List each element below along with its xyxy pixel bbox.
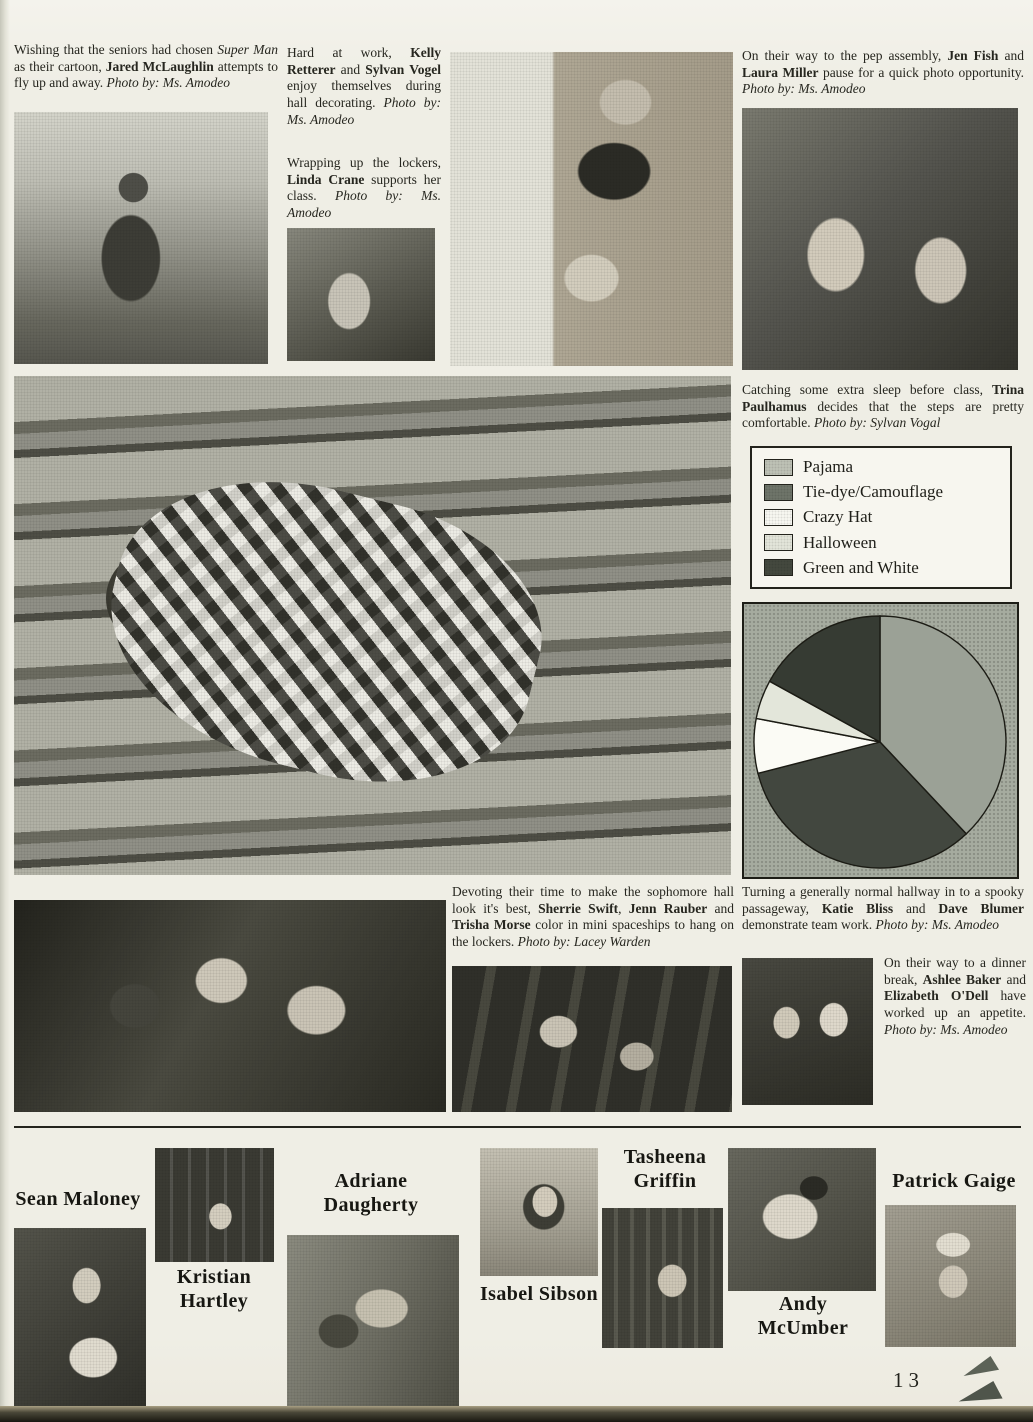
caption-linda-crane <box>287 155 441 222</box>
portrait-name-adriane-daugherty: Adriane Daugherty <box>323 1170 419 1216</box>
photo-trina-sleeping-on-steps <box>14 376 731 875</box>
legend-swatch-pajama <box>764 459 793 476</box>
legend-item-green-and-white <box>764 558 1010 578</box>
photo-isabel-sibson <box>480 1148 598 1276</box>
portrait-name-isabel-sibson: Isabel Sibson <box>479 1283 599 1305</box>
caption-segment: Devoting their time to make the sophomore hall look it's best, <box>452 884 734 916</box>
photo-adriane-daugherty <box>287 1235 459 1410</box>
caption-segment: Jen Fish <box>947 48 999 63</box>
caption-segment: Photo by: Ms. Amodeo <box>884 1021 1008 1037</box>
caption-segment: Photo by: Ms. Amodeo <box>287 188 442 221</box>
photo-andy-mcumber <box>728 1148 876 1291</box>
caption-ashlee-elizabeth <box>884 955 1026 1039</box>
legend-item-tie-dye <box>764 482 1010 502</box>
caption-sherrie-jenn-trisha <box>452 884 734 951</box>
arrow-decoration-icon <box>961 1355 999 1376</box>
caption-segment: Elizabeth O'Dell <box>884 988 989 1004</box>
photo-girls-coloring-spaceships <box>14 900 446 1112</box>
legend-label: Green and White <box>803 557 919 577</box>
caption-segment: Photo by: Ms. Amodeo <box>287 95 441 127</box>
photo-patrick-gaige <box>885 1205 1016 1347</box>
caption-segment: Laura Miller <box>742 64 819 80</box>
caption-segment: and <box>893 900 939 916</box>
caption-segment: Photo by: Ms. Amodeo <box>875 917 999 933</box>
caption-katie-bliss-dave-blumer <box>742 884 1024 934</box>
caption-segment: On their way to a dinner break, <box>884 955 1026 987</box>
legend-swatch-tie-dye <box>764 484 793 501</box>
page-number: 13 <box>893 1368 924 1392</box>
caption-segment: decides that the steps are pretty comfortable. <box>742 398 1024 431</box>
photo-kristian-hartley <box>155 1148 274 1262</box>
photo-kelly-sylvan-hall-decorating <box>450 52 733 366</box>
caption-segment: Sherrie Swift <box>538 900 619 916</box>
caption-segment: Jenn Rauber <box>628 900 708 916</box>
photo-tasheena-griffin <box>602 1208 723 1348</box>
legend-item-halloween <box>764 533 1010 553</box>
spirit-week-pie-chart <box>742 602 1019 879</box>
legend-label: Halloween <box>803 532 877 552</box>
photo-jared-flying-hallway <box>14 112 268 364</box>
legend-swatch-green-and-white <box>764 559 793 576</box>
caption-segment: demonstrate team work. <box>742 917 876 933</box>
caption-jen-fish-laura-miller <box>742 48 1024 98</box>
portrait-name-patrick-gaige: Patrick Gaige <box>892 1170 1016 1192</box>
photo-sean-maloney <box>14 1228 146 1408</box>
caption-segment: supports her class. <box>287 171 441 204</box>
portrait-name-sean-maloney: Sean Maloney <box>15 1188 141 1210</box>
legend-item-pajama <box>764 457 1010 477</box>
legend-label: Pajama <box>803 457 854 477</box>
portrait-name-tasheena-griffin: Tasheena Griffin <box>623 1146 707 1192</box>
caption-segment: enjoy themselves during hall decorating. <box>287 78 441 111</box>
legend-label: Crazy Hat <box>803 507 873 527</box>
caption-segment: Wishing that the seniors had chosen <box>14 42 218 57</box>
legend-label: Tie-dye/Camouflage <box>803 482 944 502</box>
caption-segment: Photo by: Lacey Warden <box>517 934 651 950</box>
caption-segment: Super Man <box>217 42 279 57</box>
photo-jen-fish-laura-miller <box>742 108 1018 370</box>
pie-chart-svg <box>744 604 1017 877</box>
scan-edge-bottom <box>0 1406 1033 1422</box>
caption-segment: Katie Bliss <box>821 900 894 916</box>
caption-segment: Jared McLaughlin <box>105 58 214 74</box>
caption-segment: Wrapping up the lockers, <box>287 155 441 170</box>
caption-kelly-retterer <box>287 45 441 129</box>
caption-jared-mclaughlin <box>14 42 278 92</box>
caption-segment: Sylvan Vogel <box>365 61 441 77</box>
caption-segment: Photo by: Sylvan Vogal <box>813 415 941 431</box>
caption-segment: Photo by: Ms. Amodeo <box>742 81 866 97</box>
caption-segment: and <box>707 900 735 916</box>
caption-segment: color in mini spaceships to hang on the lockers. <box>452 917 734 950</box>
pie-chart-legend <box>750 446 1012 589</box>
caption-segment: as their cartoon, <box>14 58 106 74</box>
caption-segment: have worked up an appetite. <box>884 988 1027 1021</box>
caption-segment: and <box>998 48 1024 63</box>
caption-segment: On their way to the pep assembly, <box>742 48 948 63</box>
caption-trina-paulhamus <box>742 382 1024 432</box>
caption-segment: attempts to fly up and away. <box>14 58 279 91</box>
caption-segment: , <box>618 900 629 916</box>
photo-ashlee-elizabeth-dinner <box>742 958 873 1105</box>
caption-segment: pause for a quick photo opportunity. <box>818 64 1025 80</box>
legend-swatch-crazy-hat <box>764 509 793 526</box>
caption-segment: Photo by: Ms. Amodeo <box>106 75 230 91</box>
caption-segment: Linda Crane <box>287 171 365 187</box>
caption-segment: Turning a generally normal hallway in to a spooky passageway, <box>742 884 1024 916</box>
caption-segment: Kelly Retterer <box>287 45 441 77</box>
legend-swatch-halloween <box>764 534 793 551</box>
legend-item-crazy-hat <box>764 507 1010 527</box>
caption-segment: Dave Blumer <box>938 900 1024 916</box>
caption-segment: Catching some extra sleep before class, <box>742 382 992 397</box>
caption-segment: Ashlee Baker <box>922 971 1002 987</box>
photo-spooky-hallway-teamwork <box>452 966 732 1112</box>
caption-segment: Trina Paulhamus <box>742 382 1024 414</box>
portrait-name-kristian-hartley: Kristian Hartley <box>176 1266 252 1312</box>
section-divider-line <box>14 1126 1021 1128</box>
plaid-pajama-shape <box>82 443 567 819</box>
caption-segment: and <box>1001 971 1027 987</box>
caption-segment: Trisha Morse <box>452 917 531 933</box>
caption-segment: and <box>335 61 366 77</box>
portrait-name-andy-mcumber: Andy McUmber <box>757 1293 849 1339</box>
arrow-decoration-icon <box>957 1380 1002 1401</box>
photo-linda-crane-lockers <box>287 228 435 361</box>
caption-segment: Hard at work, <box>287 45 411 60</box>
